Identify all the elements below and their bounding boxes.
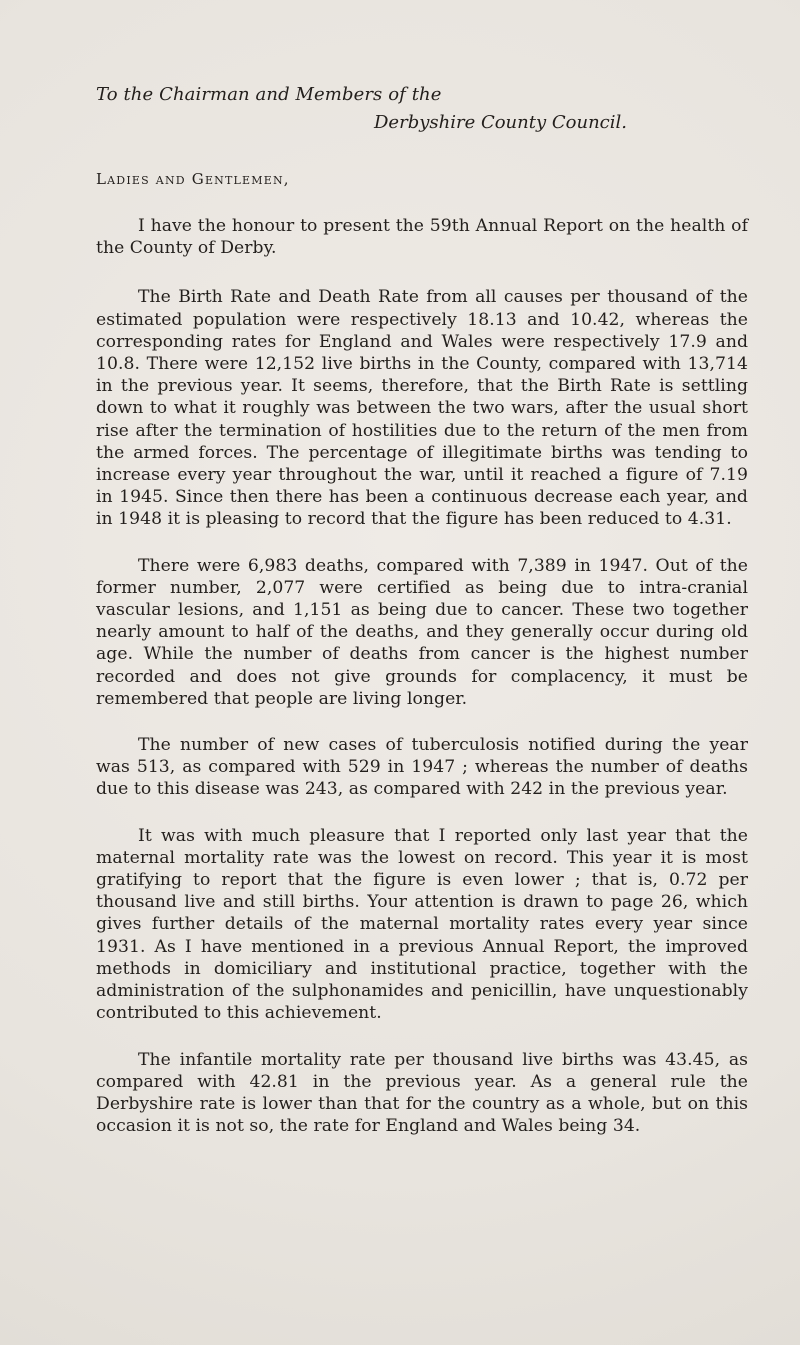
paragraph-maternal-mortality: It was with much pleasure that I reported only last year that the maternal mortality rate was the lowest on record. This year it is most gratifying to report that the figure is even lower ; that is, 0.72 per thousand live and still births. Your attention is drawn to page 26, which gives further details of the maternal mortality rates every year since 1931. As I have mentioned in a previous Annual Report, the improved methods in domiciliary and institutional practice, together with the administration of the sulphonamides and penicillin, have unquestionably contributed to this achievement. xyxy=(96,825,748,1024)
paragraph-infantile-mortality: The infantile mortality rate per thousand live births was 43.45, as compared with 42.81 in the previous year. As a general rule the Derbyshire rate is lower than that for the country as a whole, but on this occasion it is not so, the rate for England and Wales being 34. xyxy=(96,1049,748,1137)
letter-body xyxy=(96,215,748,1161)
address-line-2: Derbyshire County Council. xyxy=(374,112,627,133)
paragraph-birth-death-rates: The Birth Rate and Death Rate from all causes per thousand of the estimated population were respectively 18.13 and 10.42, whereas the corresponding rates for England and Wales were respectively 17.9 and 10.8. There were 12,152 live births in the County, compared with 13,714 in the previous year. It seems, therefore, that the Birth Rate is settling down to what it roughly was between the two wars, after the usual short rise after the termination of hostilities due to the return of the men from the armed forces. The percentage of illegitimate births was tending to increase every year throughout the war, until it reached a figure of 7.19 in 1945. Since then there has been a continuous decrease each year, and in 1948 it is pleasing to record that the figure has been reduced to 4.31. xyxy=(96,287,748,530)
paragraph-opening: I have the honour to present the 59th Annual Report on the health of the County of Derby. xyxy=(96,216,748,259)
address-line-1: To the Chairman and Members of the xyxy=(96,84,442,105)
salutation: Ladies and Gentlemen, xyxy=(96,170,290,188)
paragraph-deaths: There were 6,983 deaths, compared with 7,389 in 1947. Out of the former number, 2,077 were certified as being due to intra-cranial vascular lesions, and 1,151 as being due to cancer. These two together nearly amount to half of the deaths, and they generally occur during old age. While the number of deaths from cancer is the highest number recorded and does not give grounds for complacency, it must be remembered that people are living longer. xyxy=(96,555,748,709)
paragraph-tuberculosis: The number of new cases of tuberculosis notified during the year was 513, as compared with 529 in 1947 ; whereas the number of deaths due to this disease was 243, as compared with 242 in the previous year. xyxy=(96,735,748,800)
